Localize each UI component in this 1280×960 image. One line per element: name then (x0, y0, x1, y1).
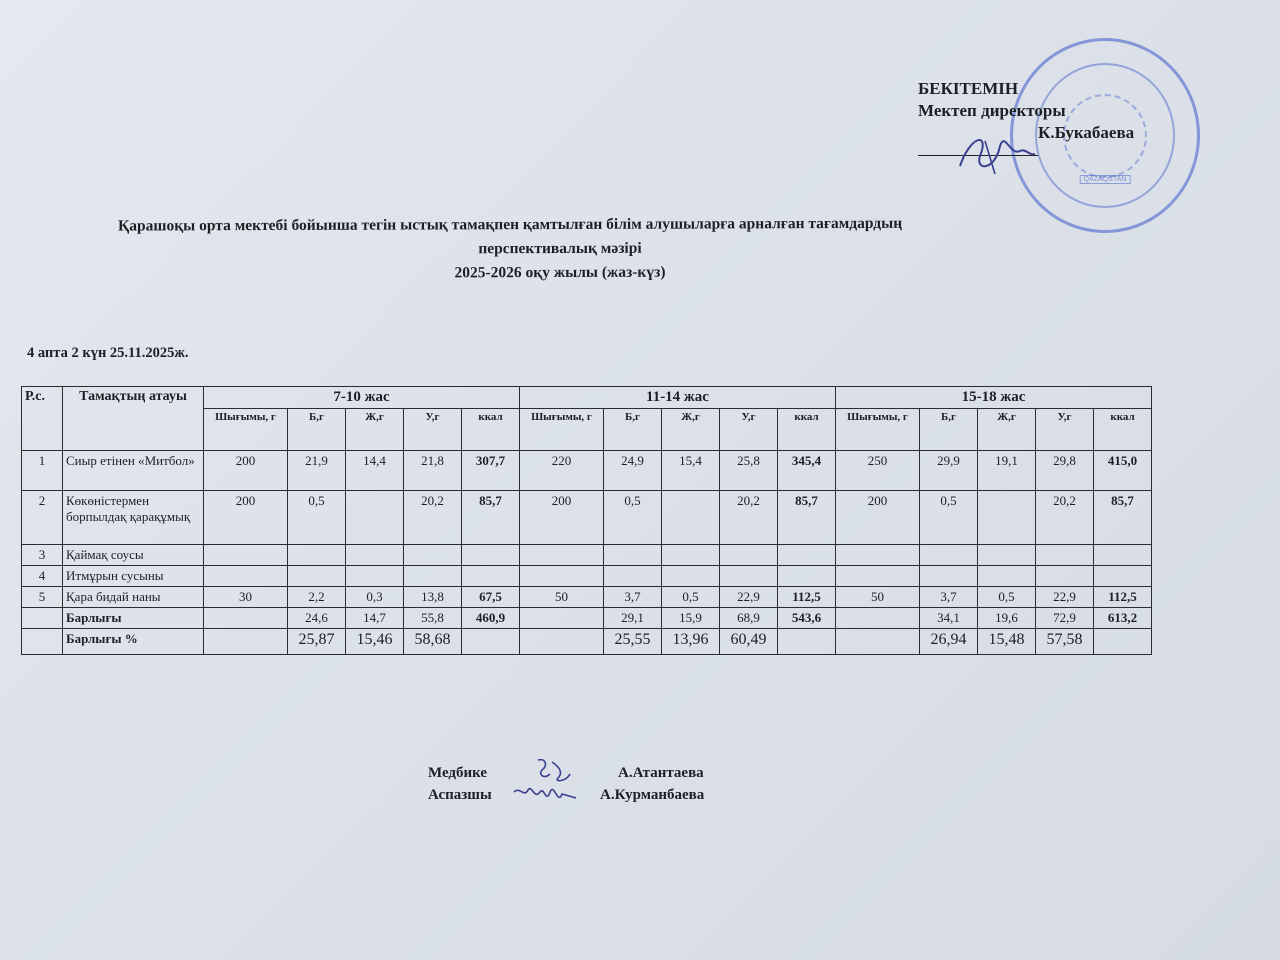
header-fat: Ж,г (978, 409, 1036, 451)
header-protein: Б,г (920, 409, 978, 451)
cell-value: 85,7 (462, 491, 520, 545)
header-carbs: У,г (720, 409, 778, 451)
cell-value (346, 545, 404, 566)
cell-value (778, 545, 836, 566)
total-value: 19,6 (978, 608, 1036, 629)
signature-row-nurse (428, 762, 704, 784)
total-value: 58,68 (404, 629, 462, 655)
cell-value (978, 491, 1036, 545)
cell-value (404, 545, 462, 566)
cell-value (920, 545, 978, 566)
cell-value: 67,5 (462, 587, 520, 608)
dish-name: Көкөністермен борпылдақ қарақұмық (63, 491, 204, 545)
row-index: 4 (22, 566, 63, 587)
header-age-11-14: 11-14 жас (520, 387, 836, 409)
role-cook: Аспазшы (428, 787, 492, 803)
header-yield: Шығымы, г (836, 409, 920, 451)
cell-value (1094, 566, 1152, 587)
cell-value: 50 (836, 587, 920, 608)
cell-value: 50 (520, 587, 604, 608)
cook-signature-icon (510, 780, 580, 810)
cell-value: 29,9 (920, 451, 978, 491)
total-value (462, 629, 520, 655)
approval-heading: БЕКІТЕМІН (918, 79, 1019, 98)
total-value: 26,94 (920, 629, 978, 655)
cell-value (836, 545, 920, 566)
menu-table (21, 386, 1152, 655)
cell-value (662, 545, 720, 566)
director-signature-icon (950, 126, 1040, 176)
cell-value: 14,4 (346, 451, 404, 491)
cell-value: 307,7 (462, 451, 520, 491)
role-nurse: Медбике (428, 765, 488, 781)
approval-position: Мектеп директоры (918, 101, 1066, 120)
title-line-3: 2025-2026 оқу жылы (жаз-күз) (454, 263, 666, 282)
cell-value: 22,9 (720, 587, 778, 608)
table-row (22, 451, 1152, 491)
header-carbs: У,г (404, 409, 462, 451)
header-fat: Ж,г (662, 409, 720, 451)
row-index: 3 (22, 545, 63, 566)
cell-value: 200 (836, 491, 920, 545)
total-value (520, 608, 604, 629)
cell-value (662, 566, 720, 587)
total-value (204, 608, 288, 629)
total-label: Барлығы (63, 608, 204, 629)
cell-value: 20,2 (1036, 491, 1094, 545)
dish-name: Итмұрын сусыны (63, 566, 204, 587)
total-row (22, 608, 1152, 629)
cell-value (462, 545, 520, 566)
cell-value: 0,3 (346, 587, 404, 608)
row-index: 1 (22, 451, 63, 491)
name-cook: А.Курманбаева (600, 787, 705, 803)
total-value: 543,6 (778, 608, 836, 629)
total-value: 15,48 (978, 629, 1036, 655)
cell-value (204, 566, 288, 587)
header-kcal: ккал (1094, 409, 1152, 451)
cell-value (404, 566, 462, 587)
header-kcal: ккал (462, 409, 520, 451)
total-value: 25,87 (288, 629, 346, 655)
total-value: 15,46 (346, 629, 404, 655)
cell-value (1094, 545, 1152, 566)
dish-name: Сиыр етінен «Митбол» (63, 451, 204, 491)
total-value (204, 629, 288, 655)
cell-value: 220 (520, 451, 604, 491)
total-value: 55,8 (404, 608, 462, 629)
cell-value (720, 566, 778, 587)
header-index: Р.с. (22, 387, 63, 451)
header-age-15-18: 15-18 жас (836, 387, 1152, 409)
header-yield: Шығымы, г (520, 409, 604, 451)
cell-value (1036, 545, 1094, 566)
dish-name: Қаймақ соусы (63, 545, 204, 566)
total-value (836, 629, 920, 655)
cell-value: 345,4 (778, 451, 836, 491)
total-value: 15,9 (662, 608, 720, 629)
cell-value: 85,7 (1094, 491, 1152, 545)
total-value: 13,96 (662, 629, 720, 655)
cell-value: 0,5 (978, 587, 1036, 608)
cell-value: 0,5 (604, 491, 662, 545)
total-value: 57,58 (1036, 629, 1094, 655)
total-value: 34,1 (920, 608, 978, 629)
title-line-2: перспективалық мәзірі (478, 239, 642, 258)
row-index: 5 (22, 587, 63, 608)
table-row (22, 545, 1152, 566)
cell-value: 20,2 (404, 491, 462, 545)
table-row (22, 491, 1152, 545)
row-index (22, 608, 63, 629)
header-age-7-10: 7-10 жас (204, 387, 520, 409)
total-label: Барлығы % (63, 629, 204, 655)
cell-value: 112,5 (778, 587, 836, 608)
name-nurse: А.Атантаева (618, 765, 704, 781)
header-yield: Шығымы, г (204, 409, 288, 451)
cell-value: 22,9 (1036, 587, 1094, 608)
cell-value (346, 566, 404, 587)
cell-value (346, 491, 404, 545)
cell-value: 13,8 (404, 587, 462, 608)
cell-value (288, 545, 346, 566)
cell-value: 24,9 (604, 451, 662, 491)
cell-value: 200 (204, 451, 288, 491)
row-index (22, 629, 63, 655)
signatures-block (428, 762, 705, 806)
cell-value (520, 545, 604, 566)
cell-value: 0,5 (288, 491, 346, 545)
cell-value: 200 (204, 491, 288, 545)
cell-value (204, 545, 288, 566)
table-row (22, 566, 1152, 587)
cell-value (520, 566, 604, 587)
cell-value: 15,4 (662, 451, 720, 491)
cell-value: 415,0 (1094, 451, 1152, 491)
cell-value: 112,5 (1094, 587, 1152, 608)
cell-value: 200 (520, 491, 604, 545)
header-dish-name: Тамақтың атауы (63, 387, 204, 451)
cell-value (778, 566, 836, 587)
total-value: 14,7 (346, 608, 404, 629)
document-title (60, 211, 1060, 286)
cell-value: 0,5 (662, 587, 720, 608)
stamp-label: QAZAQSTAN (1080, 175, 1131, 184)
cell-value: 0,5 (920, 491, 978, 545)
cell-value (288, 566, 346, 587)
cell-value: 250 (836, 451, 920, 491)
cell-value: 29,8 (1036, 451, 1094, 491)
cell-value: 19,1 (978, 451, 1036, 491)
cell-value (978, 566, 1036, 587)
cell-value: 3,7 (920, 587, 978, 608)
total-value: 460,9 (462, 608, 520, 629)
total-value (520, 629, 604, 655)
total-value: 60,49 (720, 629, 778, 655)
header-fat: Ж,г (346, 409, 404, 451)
cell-value: 85,7 (778, 491, 836, 545)
total-value: 29,1 (604, 608, 662, 629)
header-carbs: У,г (1036, 409, 1094, 451)
cell-value: 21,8 (404, 451, 462, 491)
total-value: 25,55 (604, 629, 662, 655)
row-index: 2 (22, 491, 63, 545)
total-value (778, 629, 836, 655)
cell-value (604, 566, 662, 587)
cell-value (920, 566, 978, 587)
cell-value: 20,2 (720, 491, 778, 545)
cell-value: 3,7 (604, 587, 662, 608)
cell-value (720, 545, 778, 566)
cell-value: 21,9 (288, 451, 346, 491)
title-line-1: Қарашоқы орта мектебі бойынша тегін ыстық тамақпен қамтылған білім алушыларға арналған тағамдардың (118, 214, 903, 235)
header-protein: Б,г (604, 409, 662, 451)
cell-value (978, 545, 1036, 566)
total-value: 24,6 (288, 608, 346, 629)
dish-name: Қара бидай наны (63, 587, 204, 608)
total-value: 68,9 (720, 608, 778, 629)
cell-value (836, 566, 920, 587)
header-protein: Б,г (288, 409, 346, 451)
signature-row-cook (428, 784, 705, 806)
cell-value: 25,8 (720, 451, 778, 491)
total-percent-row (22, 629, 1152, 655)
cell-value: 2,2 (288, 587, 346, 608)
header-kcal: ккал (778, 409, 836, 451)
table-row (22, 587, 1152, 608)
total-value (836, 608, 920, 629)
total-value: 613,2 (1094, 608, 1152, 629)
total-value (1094, 629, 1152, 655)
cell-value (1036, 566, 1094, 587)
total-value: 72,9 (1036, 608, 1094, 629)
cell-value (604, 545, 662, 566)
approval-name: К.Букабаева (1038, 123, 1135, 142)
cell-value (462, 566, 520, 587)
date-line: 4 апта 2 күн 25.11.2025ж. (27, 345, 189, 361)
cell-value: 30 (204, 587, 288, 608)
cell-value (662, 491, 720, 545)
